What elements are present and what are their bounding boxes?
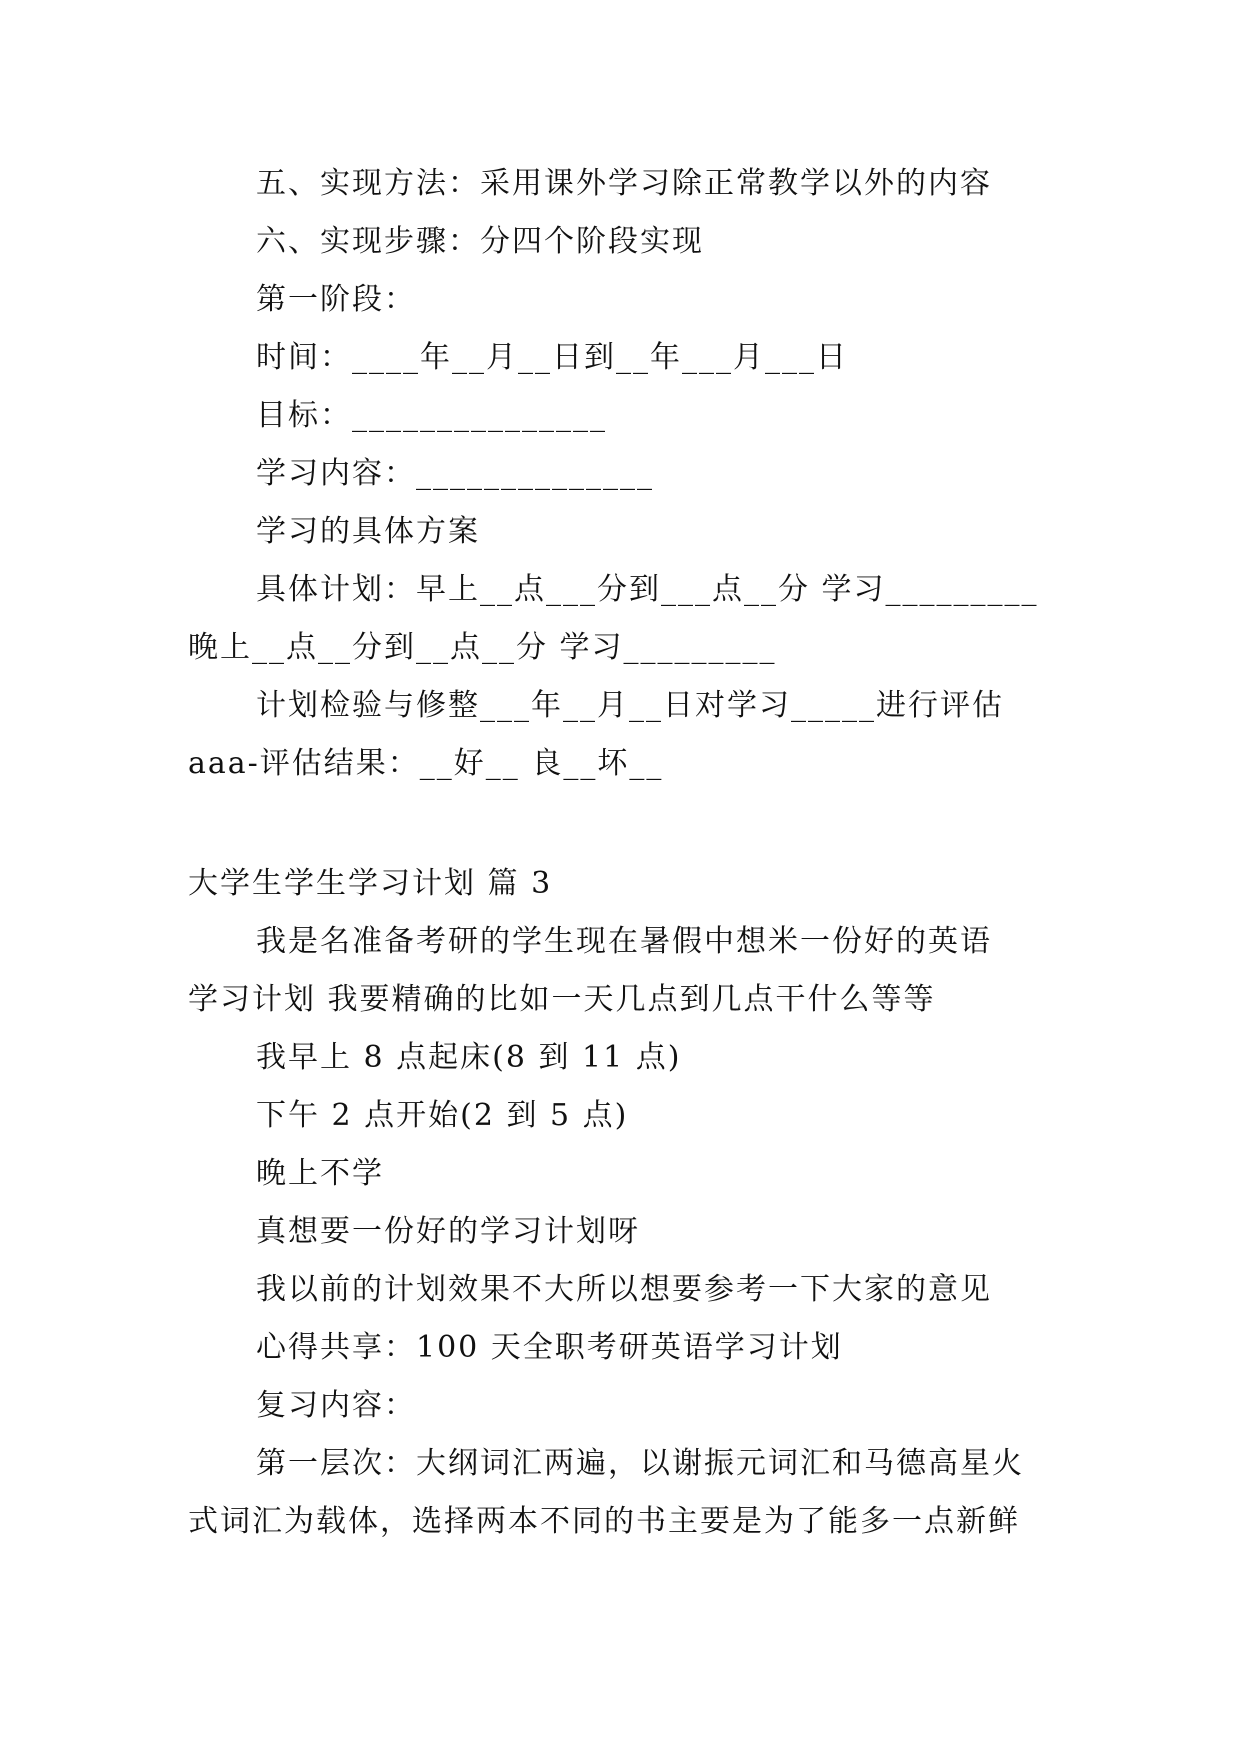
- text-line-time: 时间：____年__月__日到__年___月___日: [256, 340, 848, 375]
- text-line-intro-1: 我是名准备考研的学生现在暑假中想米一份好的英语: [256, 924, 992, 959]
- text-line-review-content: 复习内容：: [256, 1388, 416, 1423]
- text-line-goal: 目标：_______________: [256, 398, 607, 433]
- text-line-wish: 真想要一份好的学习计划呀: [256, 1214, 640, 1249]
- text-line-advice: 我以前的计划效果不大所以想要参考一下大家的意见: [256, 1272, 992, 1307]
- text-line-method: 五、实现方法：采用课外学习除正常教学以外的内容: [256, 166, 992, 201]
- text-line-evening-plan: 晚上__点__分到__点__分 学习_________: [188, 630, 777, 665]
- text-line-evaluation: aaa-评估结果：__好__ 良__坏__: [188, 746, 664, 781]
- text-line-stage-one: 第一阶段：: [256, 282, 416, 317]
- text-line-share: 心得共享：100 天全职考研英语学习计划: [256, 1330, 843, 1365]
- text-line-level-one-cont: 式词汇为载体，选择两本不同的书主要是为了能多一点新鲜: [188, 1504, 1020, 1539]
- text-line-plan-title: 学习的具体方案: [256, 514, 480, 549]
- text-line-level-one: 第一层次：大纲词汇两遍，以谢振元词汇和马德高星火: [256, 1446, 1024, 1481]
- text-line-evening: 晚上不学: [256, 1156, 384, 1191]
- text-line-intro-2: 学习计划 我要精确的比如一天几点到几点干什么等等: [188, 982, 936, 1017]
- text-line-content: 学习内容：______________: [256, 456, 654, 491]
- text-line-afternoon: 下午 2 点开始(2 到 5 点): [256, 1098, 629, 1133]
- text-line-morning-plan: 具体计划：早上__点___分到___点__分 学习_________: [256, 572, 1039, 607]
- text-line-steps: 六、实现步骤：分四个阶段实现: [256, 224, 704, 259]
- section-heading: 大学生学生学习计划 篇 3: [188, 866, 553, 901]
- text-line-review: 计划检验与修整___年__月__日对学习_____进行评估: [256, 688, 1004, 723]
- text-line-wake: 我早上 8 点起床(8 到 11 点): [256, 1040, 682, 1075]
